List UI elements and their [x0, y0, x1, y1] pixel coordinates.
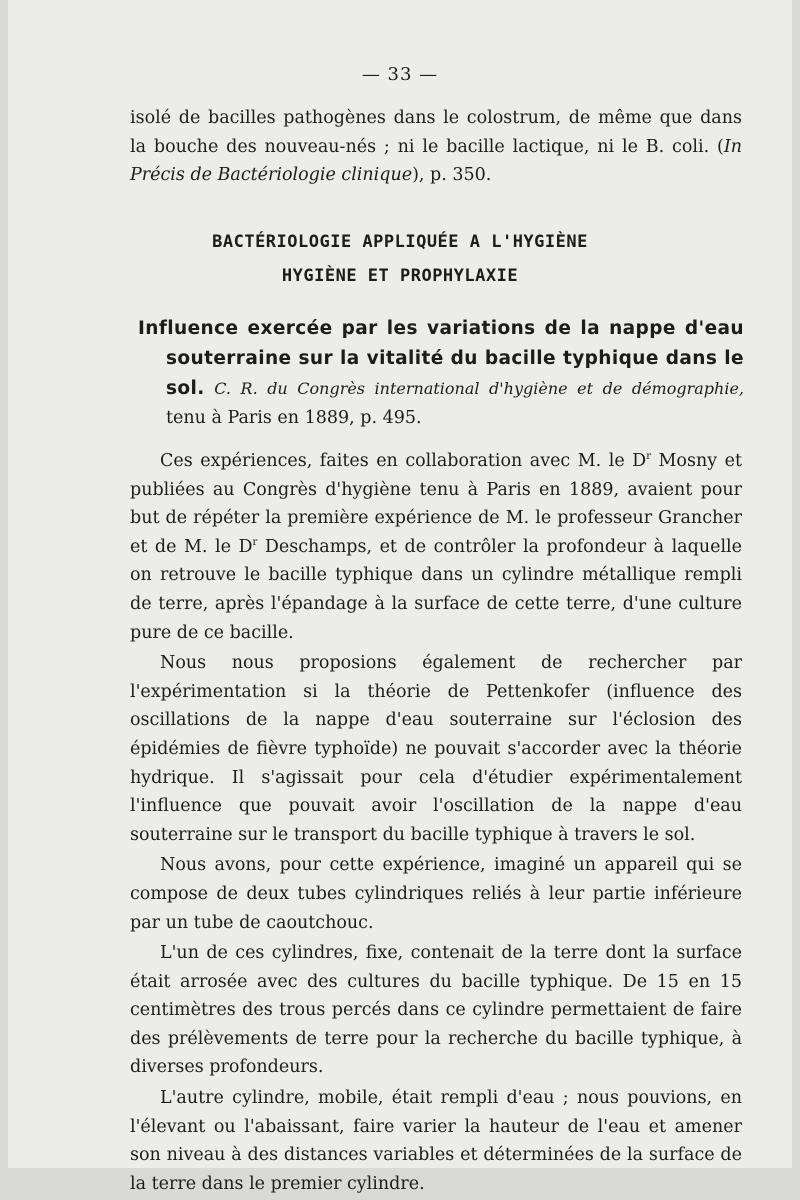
intro-paragraph — [130, 104, 742, 190]
book-page — [8, 0, 792, 1194]
entry-citation-rest: tenu à Paris en 1889, p. 495. — [166, 408, 422, 428]
bibliography-entry — [138, 314, 744, 433]
superscript-r: r — [646, 451, 651, 463]
paragraph-1-part-c: Deschamps, et de contrôler la profondeur à laquelle on retrouve le bacille typhique dans un cylindre métallique rempli de terre, après l'épandage à la surface de cette terre, d'une culture pure de ce bacille. — [130, 536, 743, 643]
entry-title: Influence exercée par les variations de la nappe d'eau souterraine sur la vitalité du bacille typhique dans le sol. — [138, 318, 744, 399]
paragraph-3: Nous avons, pour cette expérience, imaginé un appareil qui se compose de deux tubes cylindriques reliés à leur partie inférieure par un tube de caoutchouc. — [130, 855, 742, 933]
paragraph-5: L'autre cylindre, mobile, était rempli d'eau ; nous pouvions, en l'élevant ou l'abaissant, faire varier la hauteur de l'eau et amener son niveau à des distances variables et déterminées de la surface de la terre dans le premier cylindre. — [130, 1088, 742, 1194]
page-number: — 33 — — [361, 64, 439, 85]
paragraph-1 — [130, 447, 742, 647]
intro-citation: In Précis de Bactériologie clinique — [130, 136, 742, 186]
paragraph-2: Nous nous proposions également de rechercher par l'expérimentation si la théorie de Pettenkofer (influence des oscillations de la nappe d'eau souterraine sur l'éclosion des épidémies de fièvre typhoïde) ne pouvait s'accorder avec la théorie hydrique. Il s'agissait pour cela d'étudier expérimentalement l'influence que pouvait avoir l'oscillation de la nappe d'eau souterraine sur le transport du bacille typhique à travers le sol. — [130, 653, 742, 845]
article-body — [130, 447, 742, 1200]
section-headings — [8, 225, 792, 293]
paragraph-1-part-b: Mosny et publiées au Congrès d'hygiène tenu à Paris en 1889, avaient pour but de répéter la première expérience de M. le professeur Grancher et de M. le D — [130, 451, 742, 557]
section-heading-secondary: HYGIÈNE ET PROPHYLAXIE — [281, 266, 519, 286]
superscript-r: r — [252, 536, 258, 548]
paragraph-4: L'un de ces cylindres, fixe, contenait de la terre dont la surface était arrosée avec des cultures du bacille typhique. De 15 en 15 centimètres des trous percés dans ce cylindre permettaient de faire des prélèvements de terre pour la recherche du bacille typhique, à diverses profondeurs. — [130, 943, 742, 1078]
paragraph-1-part-a: Ces expériences, faites en collaboration avec M. le D — [160, 451, 647, 471]
intro-text-end: ), p. 350. — [412, 165, 492, 186]
intro-text: isolé de bacilles pathogènes dans le colostrum, de même que dans la bouche des nouveau-nés ; ni le bacille lactique, ni le B. coli. ( — [130, 108, 742, 157]
section-heading-primary: BACTÉRIOLOGIE APPLIQUÉE A L'HYGIÈNE — [212, 232, 588, 252]
entry-citation: C. R. du Congrès international d'hygiène et de démographie, — [204, 379, 744, 398]
